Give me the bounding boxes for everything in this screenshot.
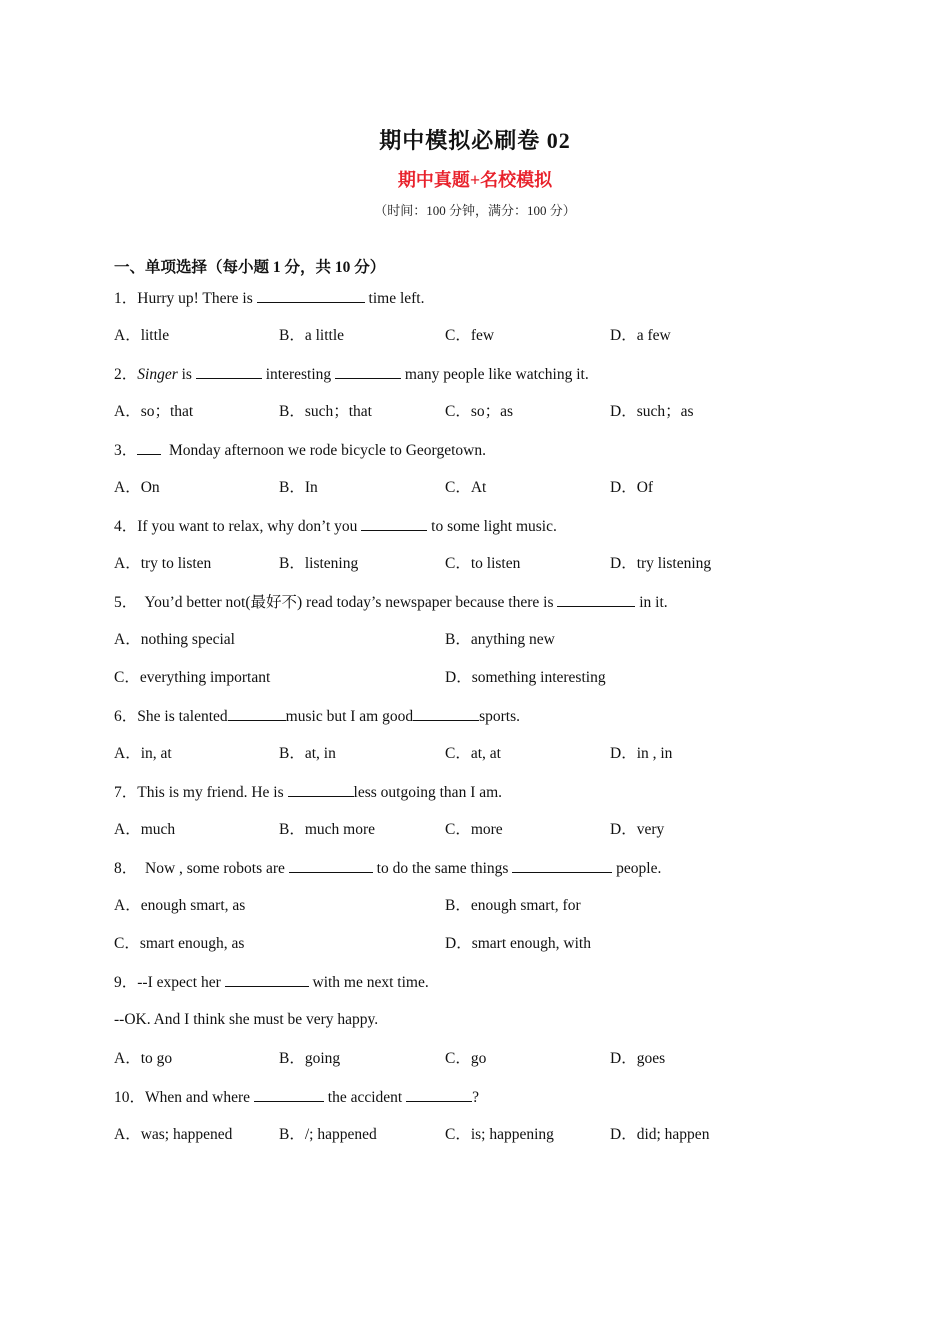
option-c: C．to listen (445, 555, 521, 572)
option-c: C．more (445, 821, 503, 838)
answer-blank (288, 780, 354, 797)
options-4 (114, 552, 834, 576)
options-9 (114, 1047, 834, 1071)
option-a: A．On (114, 479, 160, 496)
options-6 (114, 742, 834, 766)
option-d: D．smart enough, with (445, 935, 591, 952)
time-score-note: （时间：100 分钟，满分：100 分） (374, 203, 576, 218)
option-a: A．nothing special (114, 631, 235, 648)
option-b: B．at, in (279, 745, 336, 762)
option-a: A．try to listen (114, 555, 212, 572)
options-1 (114, 324, 834, 348)
answer-blank (413, 704, 479, 721)
options-5-row-1 (114, 628, 834, 652)
option-c: C．everything important (114, 669, 271, 686)
question-4: 4．If you want to relax, why don’t you to some light music. (114, 514, 557, 538)
option-d: D．very (610, 821, 665, 838)
answer-blank (557, 590, 635, 607)
option-b: B．In (279, 479, 318, 496)
option-a: A．little (114, 327, 170, 344)
option-d: D．in , in (610, 745, 673, 762)
option-b: B．a little (279, 327, 345, 344)
options-2 (114, 400, 834, 424)
section-heading: 一、单项选择（每小题 1 分，共 10 分） (114, 259, 386, 276)
option-b: B．much more (279, 821, 375, 838)
answer-blank (361, 514, 427, 531)
options-8-row-1 (114, 894, 834, 918)
answer-blank (254, 1085, 324, 1102)
options-3 (114, 476, 834, 500)
option-d: D．try listening (610, 555, 712, 572)
option-c: C．at, at (445, 745, 501, 762)
option-a: A．enough smart, as (114, 897, 246, 914)
question-9-reply: --OK. And I think she must be very happy. (114, 1011, 379, 1028)
option-a: A．to go (114, 1050, 173, 1067)
option-c: C．so；as (445, 403, 514, 420)
option-b: B．enough smart, for (445, 897, 581, 914)
option-b: B．/; happened (279, 1126, 377, 1143)
option-c: C．smart enough, as (114, 935, 245, 952)
question-8: 8． Now , some robots are to do the same things people. (114, 856, 661, 880)
question-6: 6．She is talented music but I am good sports. (114, 704, 520, 728)
option-d: D．a few (610, 327, 671, 344)
option-d: D．goes (610, 1050, 666, 1067)
page-subtitle: 期中真题+名校模拟 (397, 170, 553, 190)
answer-blank (196, 362, 262, 379)
option-c: C．go (445, 1050, 487, 1067)
option-b: B．such；that (279, 403, 372, 420)
option-a: A．much (114, 821, 176, 838)
answer-blank (406, 1085, 472, 1102)
page-title: 期中模拟必刷卷 02 (379, 128, 571, 153)
option-d: D．something interesting (445, 669, 606, 686)
option-b: B．listening (279, 555, 359, 572)
option-d: D．Of (610, 479, 654, 496)
question-5: 5． You’d better not(最好不) read today’s newspaper because there is in it. (114, 590, 668, 614)
answer-blank (289, 856, 373, 873)
answer-blank (335, 362, 401, 379)
answer-blank (137, 438, 161, 455)
option-d: D．such；as (610, 403, 694, 420)
option-a: A．in, at (114, 745, 172, 762)
options-7 (114, 818, 834, 842)
question-9: 9．--I expect her with me next time. (114, 970, 429, 994)
answer-blank (512, 856, 612, 873)
option-c: C．few (445, 327, 495, 344)
option-a: A．so；that (114, 403, 194, 420)
option-b: B．going (279, 1050, 341, 1067)
question-2: 2．Singer is interesting many people like watching it. (114, 362, 589, 386)
options-8-row-2 (114, 932, 834, 956)
answer-blank (225, 970, 309, 987)
option-c: C．At (445, 479, 487, 496)
question-10: 10．When and where the accident ? (114, 1085, 479, 1109)
option-c: C．is; happening (445, 1126, 554, 1143)
option-a: A．was; happened (114, 1126, 233, 1143)
options-5-row-2 (114, 666, 834, 690)
answer-blank (257, 286, 365, 303)
option-b: B．anything new (445, 631, 555, 648)
question-7: 7．This is my friend. He is less outgoing than I am. (114, 780, 502, 804)
question-3: 3． Monday afternoon we rode bicycle to Georgetown. (114, 438, 486, 462)
option-d: D．did; happen (610, 1126, 710, 1143)
answer-blank (228, 704, 286, 721)
options-10 (114, 1123, 834, 1147)
question-1: 1．Hurry up! There is time left. (114, 286, 424, 310)
